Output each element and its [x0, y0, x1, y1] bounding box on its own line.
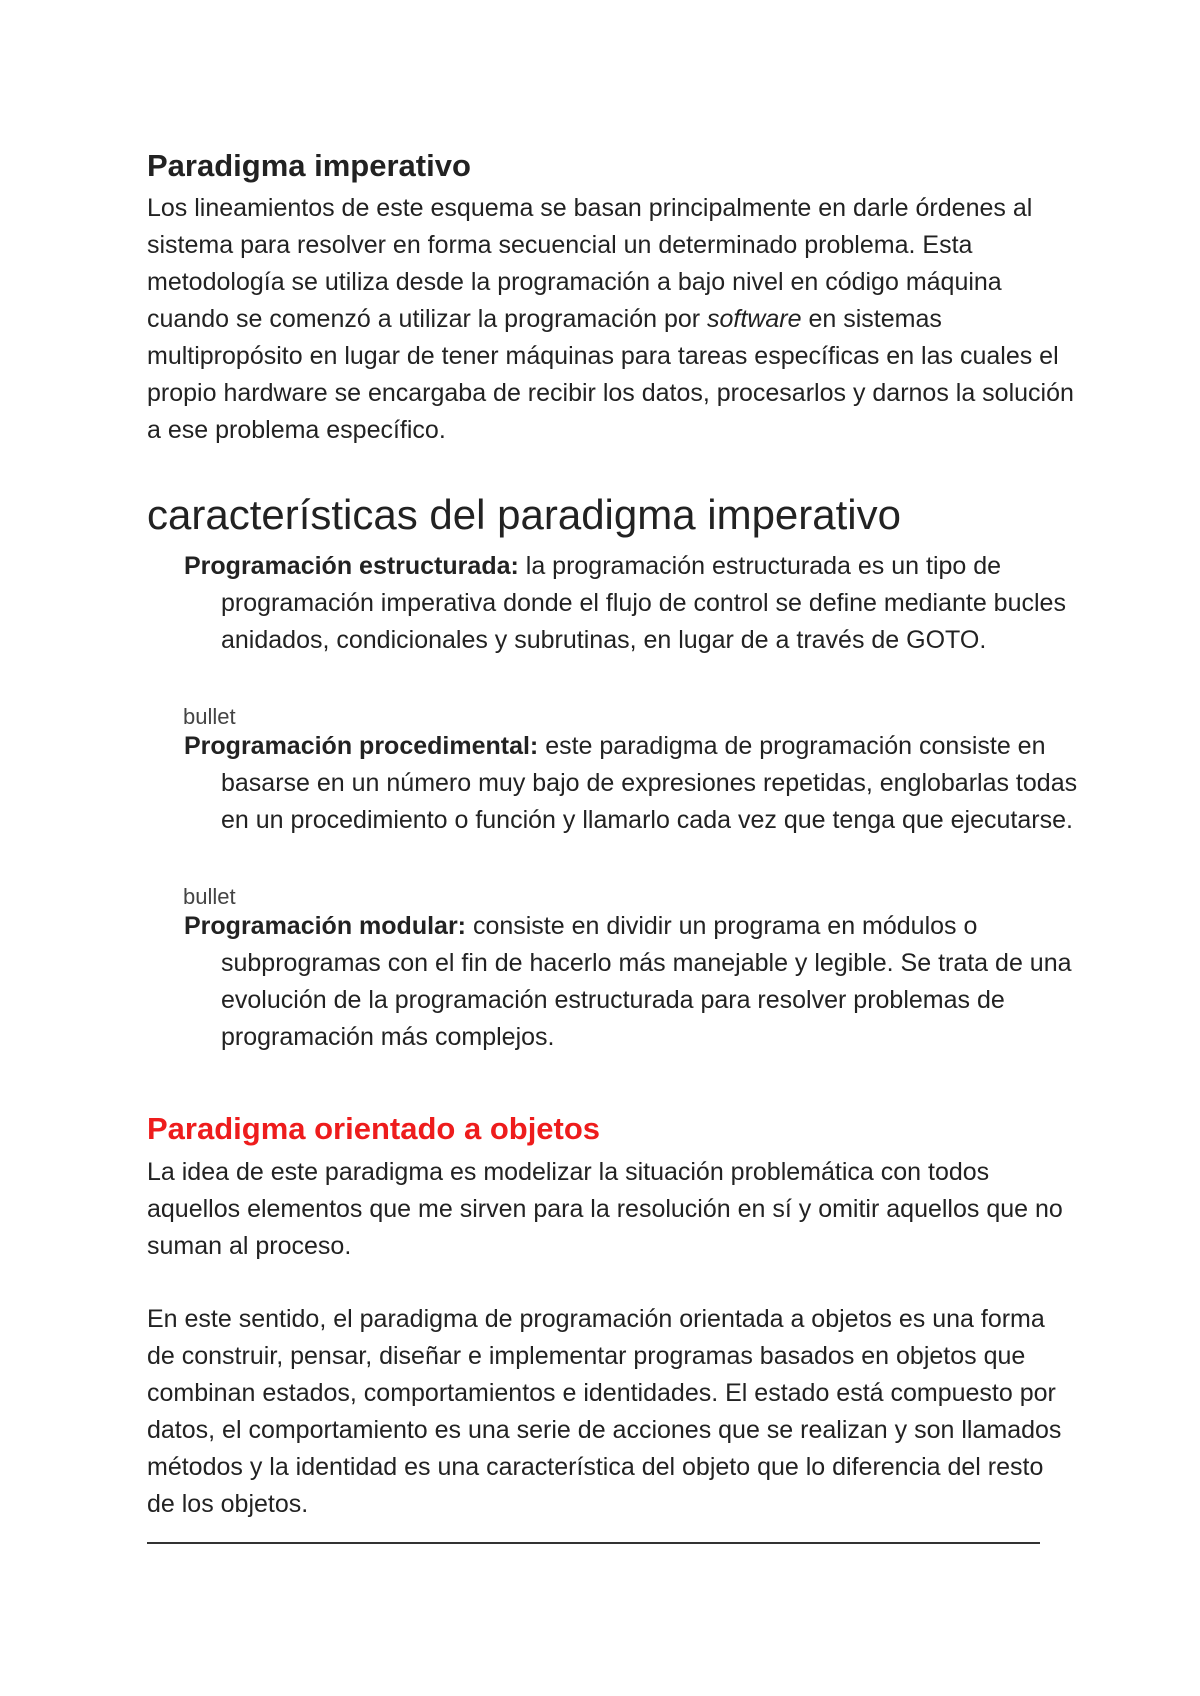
- heading-paradigma-imperativo: Paradigma imperativo: [147, 148, 471, 183]
- objetos-paragraph-1: La idea de este paradigma es modelizar la situación problemática con todos aquellos elementos que me sirven para la resolución en sí y omitir aquellos que no suman al proceso.: [147, 1158, 1063, 1260]
- horizontal-rule: [147, 1542, 1040, 1544]
- list-item-procedimental: [184, 728, 1101, 839]
- imperativo-text-2: en sistemas multipropósito en lugar de tener máquinas para tareas específicas en las cuales el propio hardware se encargaba de recibir los datos, procesarlos y darnos la solución a ese problema específico.: [147, 305, 1074, 444]
- imperativo-text-1: Los lineamientos de este esquema se basan principalmente en darle órdenes al sistema para resolver en forma secuencial un determinado problema. Esta metodología se utiliza desde la programación a bajo nivel en código máquina cuando se comenzó a utilizar la programación por: [147, 194, 1033, 333]
- list-item-term: Programación estructurada:: [184, 552, 519, 580]
- objetos-paragraph-2: En este sentido, el paradigma de programación orientada a objetos es una forma de construir, pensar, diseñar e implementar programas basados en objetos que combinan estados, comportamientos e identidades. El estado está compuesto por datos, el comportamiento es una serie de acciones que se realizan y son llamados métodos y la identidad es una característica del objeto que lo diferencia del resto de los objetos.: [147, 1305, 1062, 1518]
- bullet-label: bullet: [183, 884, 236, 909]
- list-item-text: la programación estructurada es un tipo de programación imperativa donde el flujo de control se define mediante bucles anidados, condicionales y subrutinas, en lugar de a través de GOTO.: [221, 552, 1066, 654]
- list-item-modular: [184, 908, 1101, 1056]
- imperativo-paragraph: [147, 190, 1077, 449]
- heading-paradigma-objetos: Paradigma orientado a objetos: [147, 1111, 601, 1146]
- heading-caracteristicas: características del paradigma imperativo: [147, 491, 901, 538]
- software-emphasis: software: [707, 305, 802, 333]
- list-item-term: Programación procedimental:: [184, 732, 539, 760]
- list-item-text: consiste en dividir un programa en módulos o subprogramas con el fin de hacerlo más manejable y legible. Se trata de una evolución de la programación estructurada para resolver problemas de programación más complejos.: [221, 912, 1072, 1051]
- list-item-term: Programación modular:: [184, 912, 466, 940]
- list-item-estructurada: [184, 548, 1101, 659]
- list-item-text: este paradigma de programación consiste en basarse en un número muy bajo de expresiones repetidas, englobarlas todas en un procedimiento o función y llamarlo cada vez que tenga que ejecutarse.: [221, 732, 1078, 834]
- bullet-label: bullet: [183, 704, 236, 729]
